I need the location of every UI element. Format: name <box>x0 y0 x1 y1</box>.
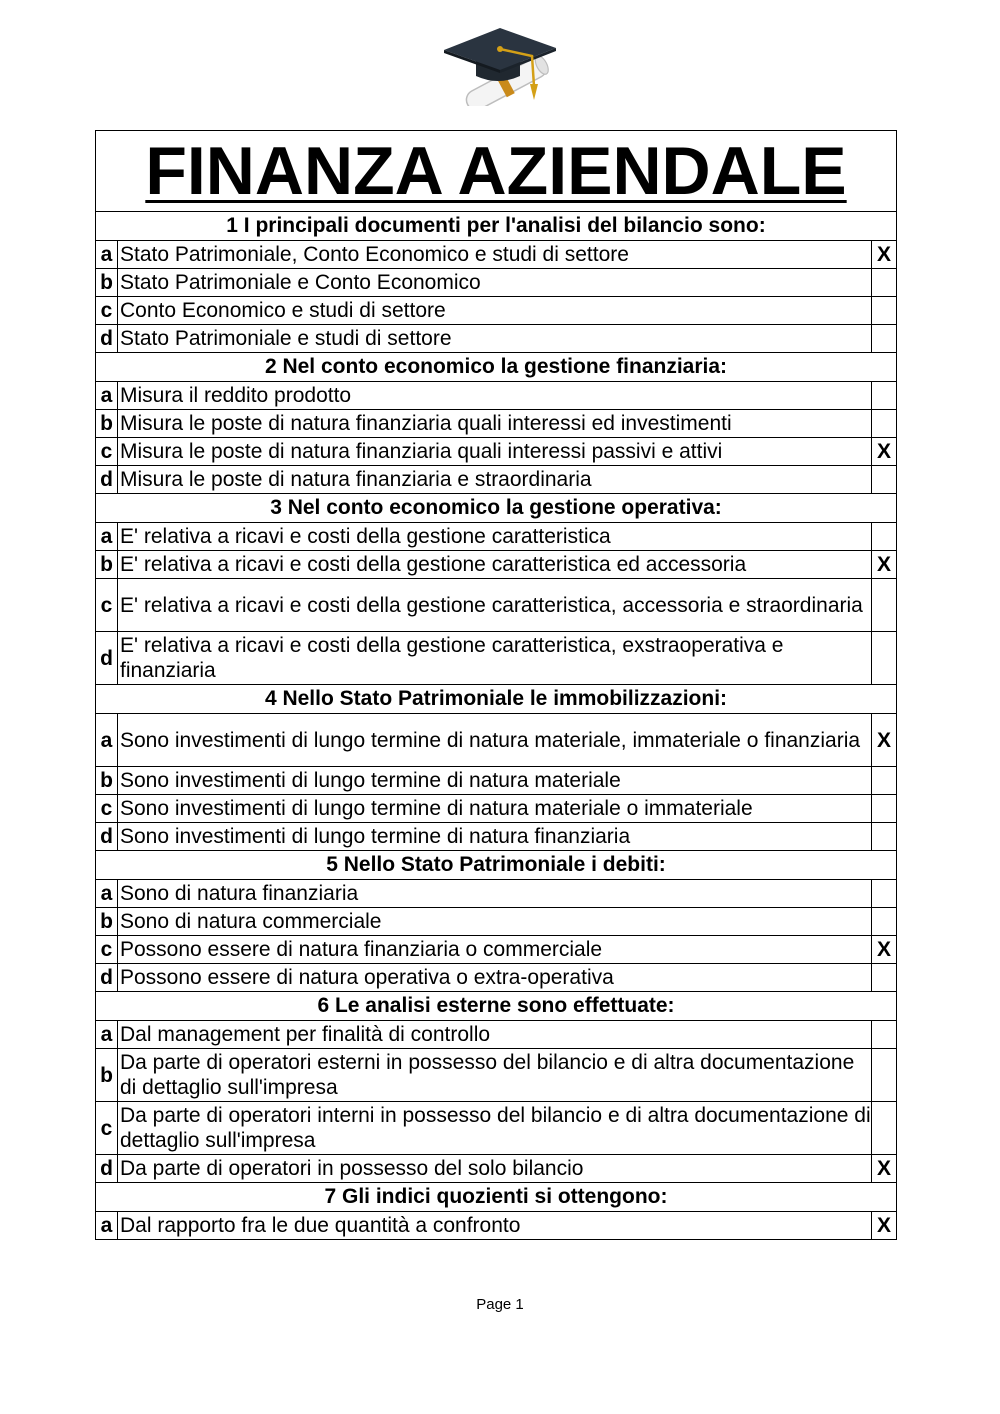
question-heading: 1 I principali documenti per l'analisi del bilancio sono: <box>96 212 897 241</box>
quiz-table <box>95 130 897 1240</box>
answer-mark <box>871 1049 896 1102</box>
answer-mark <box>871 1102 896 1155</box>
question-row <box>96 685 897 714</box>
option-letter: a <box>96 880 118 908</box>
option-row <box>96 297 897 325</box>
answer-mark: X <box>871 1212 896 1240</box>
option-letter: a <box>96 241 118 269</box>
option-row <box>96 523 897 551</box>
title-cell <box>96 131 897 212</box>
answer-mark: X <box>871 551 896 579</box>
option-text: Possono essere di natura operativa o extra-operativa <box>118 964 872 992</box>
graduation-cap-diploma-icon <box>440 24 560 106</box>
page-title: FINANZA AZIENDALE <box>145 133 847 209</box>
answer-mark <box>871 964 896 992</box>
option-text: Sono investimenti di lungo termine di natura materiale, immateriale o finanziaria <box>118 714 872 767</box>
option-letter: c <box>96 438 118 466</box>
option-text: Da parte di operatori interni in possesso del bilancio e di altra documentazione di dettaglio sull'impresa <box>118 1102 872 1155</box>
question-heading: 3 Nel conto economico la gestione operativa: <box>96 494 897 523</box>
option-row <box>96 382 897 410</box>
option-text: Misura le poste di natura finanziaria quali interessi ed investimenti <box>118 410 872 438</box>
option-text: Possono essere di natura finanziaria o commerciale <box>118 936 872 964</box>
answer-mark <box>871 880 896 908</box>
option-text: Da parte di operatori esterni in possesso del bilancio e di altra documentazione di dettaglio sull'impresa <box>118 1049 872 1102</box>
option-row <box>96 241 897 269</box>
option-row <box>96 880 897 908</box>
option-letter: a <box>96 1212 118 1240</box>
option-text: E' relativa a ricavi e costi della gestione caratteristica ed accessoria <box>118 551 872 579</box>
option-row <box>96 1102 897 1155</box>
answer-mark <box>871 382 896 410</box>
option-letter: c <box>96 795 118 823</box>
option-text: Stato Patrimoniale e Conto Economico <box>118 269 872 297</box>
option-letter: c <box>96 936 118 964</box>
answer-mark: X <box>871 241 896 269</box>
option-letter: a <box>96 382 118 410</box>
question-heading: 2 Nel conto economico la gestione finanziaria: <box>96 353 897 382</box>
answer-mark: X <box>871 714 896 767</box>
option-row <box>96 1212 897 1240</box>
option-row <box>96 823 897 851</box>
option-letter: c <box>96 1102 118 1155</box>
answer-mark <box>871 297 896 325</box>
option-row <box>96 1155 897 1183</box>
option-text: E' relativa a ricavi e costi della gestione caratteristica <box>118 523 872 551</box>
option-letter: a <box>96 1021 118 1049</box>
option-letter: d <box>96 466 118 494</box>
question-row <box>96 494 897 523</box>
page-number: Page 1 <box>476 1296 524 1313</box>
answer-mark <box>871 325 896 353</box>
option-row <box>96 410 897 438</box>
answer-mark <box>871 908 896 936</box>
answer-mark <box>871 579 896 632</box>
answer-mark <box>871 823 896 851</box>
answer-mark <box>871 767 896 795</box>
option-text: Stato Patrimoniale e studi di settore <box>118 325 872 353</box>
answer-mark: X <box>871 438 896 466</box>
option-letter: d <box>96 325 118 353</box>
question-heading: 5 Nello Stato Patrimoniale i debiti: <box>96 851 897 880</box>
option-text: Dal management per finalità di controllo <box>118 1021 872 1049</box>
question-heading: 6 Le analisi esterne sono effettuate: <box>96 992 897 1021</box>
option-text: Misura le poste di natura finanziaria e straordinaria <box>118 466 872 494</box>
option-letter: b <box>96 1049 118 1102</box>
question-heading: 7 Gli indici quozienti si ottengono: <box>96 1183 897 1212</box>
option-row <box>96 1049 897 1102</box>
option-letter: b <box>96 767 118 795</box>
option-text: E' relativa a ricavi e costi della gestione caratteristica, accessoria e straordinaria <box>118 579 872 632</box>
question-row <box>96 212 897 241</box>
option-row <box>96 964 897 992</box>
option-row <box>96 1021 897 1049</box>
option-row <box>96 438 897 466</box>
answer-mark <box>871 269 896 297</box>
question-row <box>96 1183 897 1212</box>
question-heading: 4 Nello Stato Patrimoniale le immobilizzazioni: <box>96 685 897 714</box>
option-row <box>96 908 897 936</box>
question-row <box>96 851 897 880</box>
option-row <box>96 714 897 767</box>
option-text: Sono di natura commerciale <box>118 908 872 936</box>
question-row <box>96 992 897 1021</box>
option-row <box>96 795 897 823</box>
option-row <box>96 579 897 632</box>
option-letter: d <box>96 823 118 851</box>
option-letter: d <box>96 964 118 992</box>
option-letter: b <box>96 908 118 936</box>
answer-mark <box>871 795 896 823</box>
option-letter: c <box>96 297 118 325</box>
option-letter: b <box>96 410 118 438</box>
option-letter: a <box>96 714 118 767</box>
answer-mark <box>871 410 896 438</box>
option-text: Misura le poste di natura finanziaria quali interessi passivi e attivi <box>118 438 872 466</box>
option-text: Dal rapporto fra le due quantità a confronto <box>118 1212 872 1240</box>
option-text: E' relativa a ricavi e costi della gestione caratteristica, exstraoperativa e finanziaria <box>118 632 872 685</box>
option-text: Conto Economico e studi di settore <box>118 297 872 325</box>
option-row <box>96 269 897 297</box>
option-text: Da parte di operatori in possesso del solo bilancio <box>118 1155 872 1183</box>
option-letter: c <box>96 579 118 632</box>
option-text: Sono investimenti di lungo termine di natura materiale o immateriale <box>118 795 872 823</box>
option-letter: d <box>96 1155 118 1183</box>
option-row <box>96 551 897 579</box>
answer-mark: X <box>871 1155 896 1183</box>
option-text: Sono investimenti di lungo termine di natura finanziaria <box>118 823 872 851</box>
answer-mark <box>871 1021 896 1049</box>
option-row <box>96 325 897 353</box>
answer-mark <box>871 523 896 551</box>
option-letter: a <box>96 523 118 551</box>
option-row <box>96 936 897 964</box>
option-text: Sono di natura finanziaria <box>118 880 872 908</box>
option-row <box>96 632 897 685</box>
option-letter: b <box>96 269 118 297</box>
option-row <box>96 767 897 795</box>
option-text: Sono investimenti di lungo termine di natura materiale <box>118 767 872 795</box>
answer-mark <box>871 466 896 494</box>
question-row <box>96 353 897 382</box>
option-row <box>96 466 897 494</box>
option-letter: d <box>96 632 118 685</box>
answer-mark <box>871 632 896 685</box>
option-text: Misura il reddito prodotto <box>118 382 872 410</box>
option-letter: b <box>96 551 118 579</box>
option-text: Stato Patrimoniale, Conto Economico e studi di settore <box>118 241 872 269</box>
answer-mark: X <box>871 936 896 964</box>
